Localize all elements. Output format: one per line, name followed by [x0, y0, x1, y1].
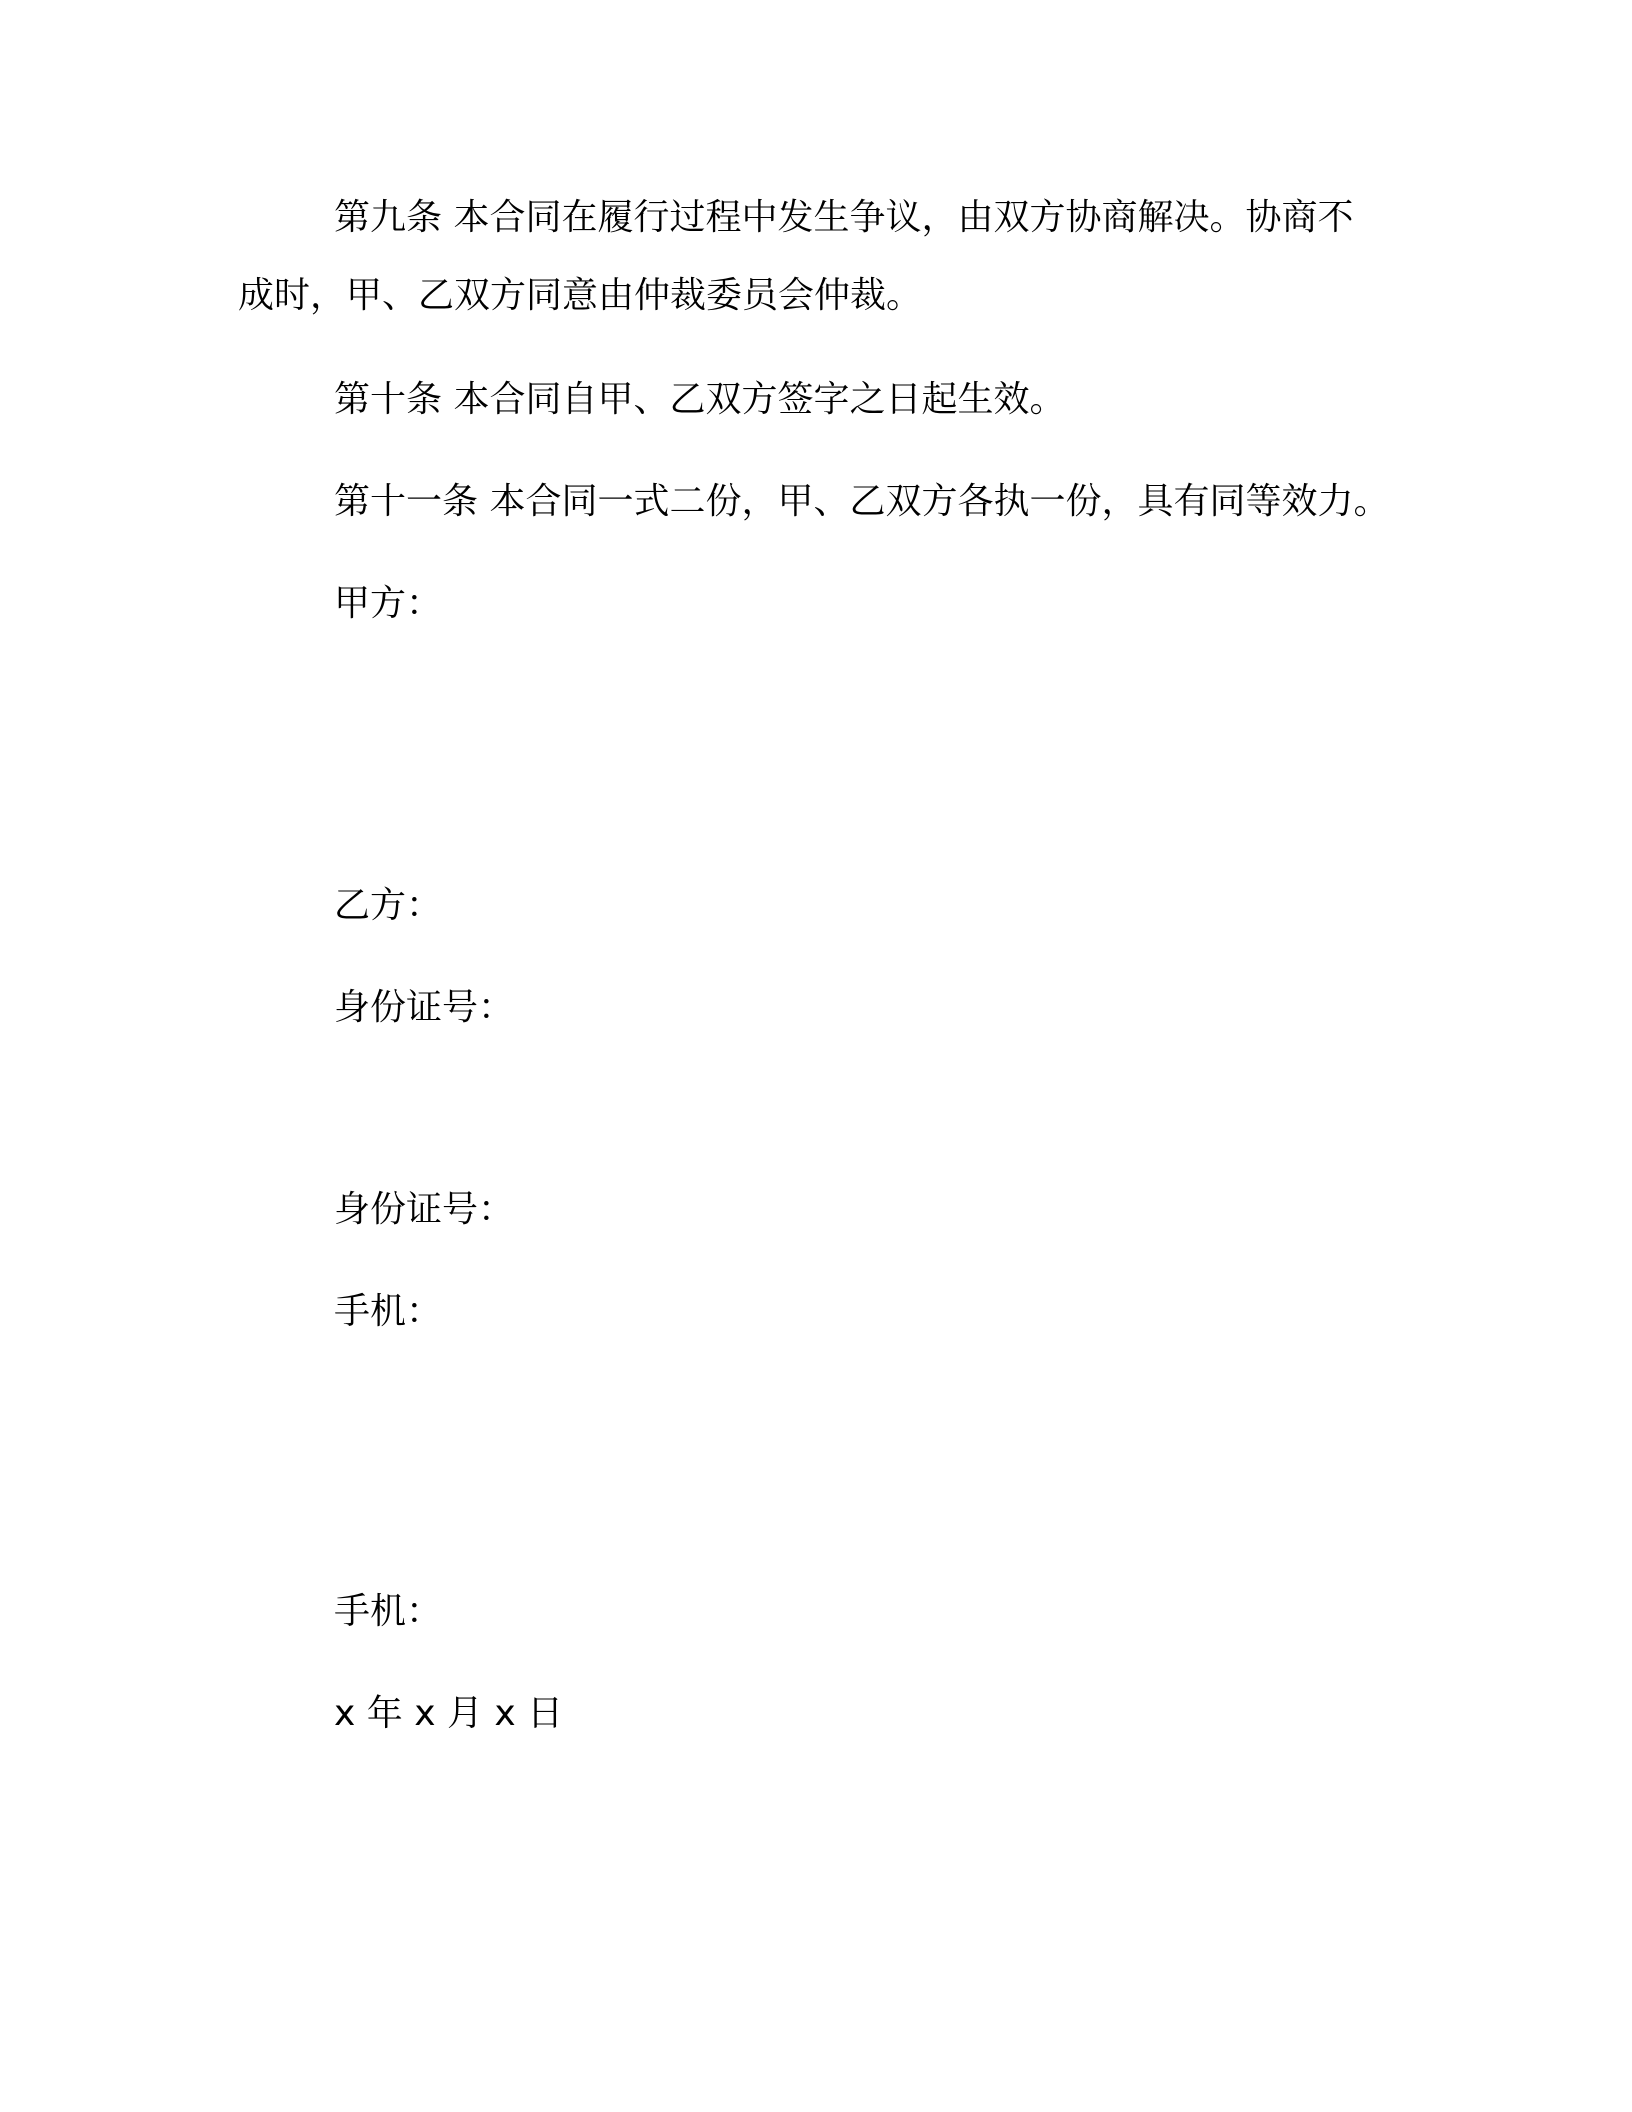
article-9-line-1: 第九条 本合同在履行过程中发生争议，由双方协商解决。协商不	[334, 197, 1354, 238]
id-number-label-2: 身份证号：	[334, 1189, 515, 1230]
party-b-label: 乙方：	[334, 885, 443, 926]
article-10: 第十条 本合同自甲、乙双方签字之日起生效。	[334, 379, 1066, 420]
phone-label-2: 手机：	[334, 1591, 443, 1632]
party-a-label: 甲方：	[334, 583, 443, 624]
date-line: x 年 x 月 x 日	[334, 1693, 564, 1734]
id-number-label-1: 身份证号：	[334, 987, 515, 1028]
article-9-line-2: 成时，甲、乙双方同意由仲裁委员会仲裁。	[238, 275, 923, 316]
article-11: 第十一条 本合同一式二份，甲、乙双方各执一份，具有同等效力。	[334, 481, 1390, 522]
phone-label-1: 手机：	[334, 1291, 443, 1332]
